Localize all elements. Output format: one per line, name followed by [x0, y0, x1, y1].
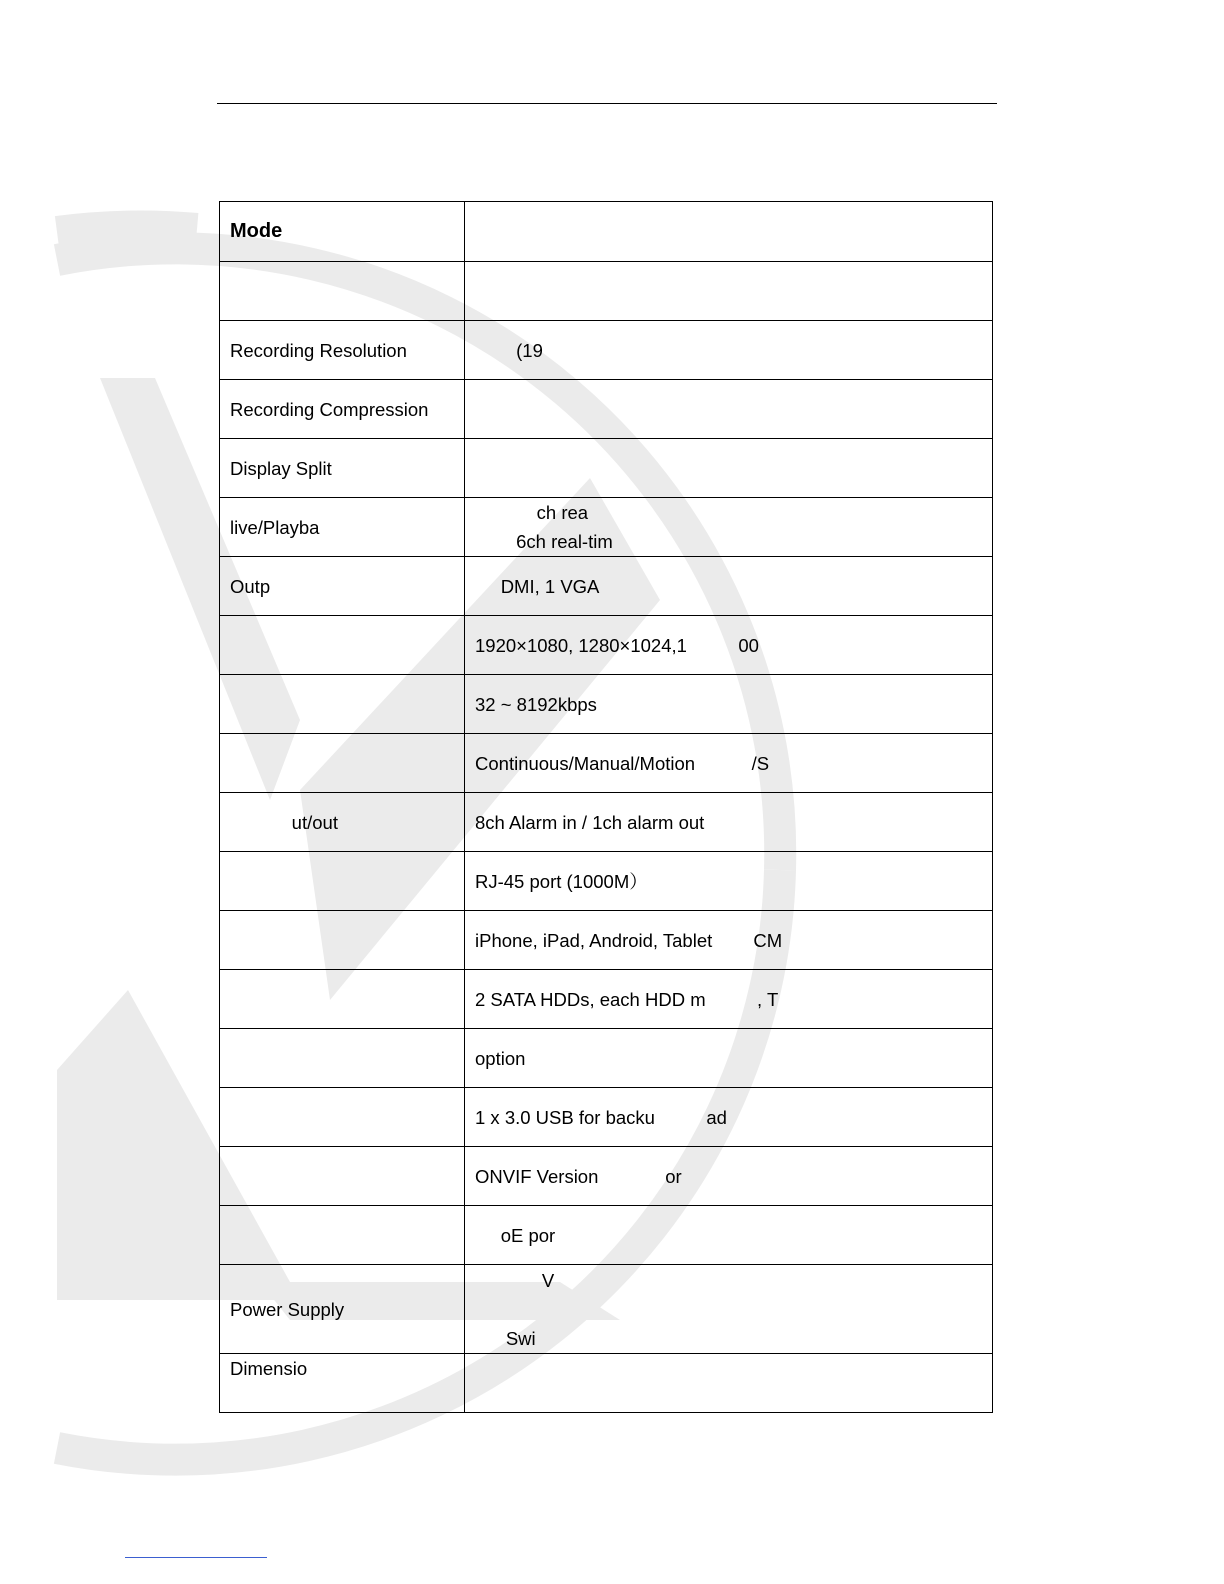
row-label: [220, 616, 465, 675]
table-row: [220, 793, 993, 852]
row-label: [220, 1029, 465, 1088]
row-value: 1 x 3.0 USB for backu ad: [465, 1088, 993, 1147]
row-label: [220, 852, 465, 911]
table-row: [220, 1029, 993, 1088]
row-label: ut/out: [220, 793, 465, 852]
table-row: [220, 202, 993, 262]
row-value: 8ch Alarm in / 1ch alarm out: [465, 793, 993, 852]
header-rule: [217, 103, 997, 104]
row-value: 1920×1080, 1280×1024,1 00: [465, 616, 993, 675]
row-label: [220, 262, 465, 321]
row-value: V Swi: [465, 1265, 993, 1354]
row-value: 32 ~ 8192kbps: [465, 675, 993, 734]
table-row: [220, 321, 993, 380]
table-row: [220, 911, 993, 970]
row-label: Outp: [220, 557, 465, 616]
table-row: [220, 675, 993, 734]
table-row: [220, 1354, 993, 1413]
row-value: option: [465, 1029, 993, 1088]
row-label: Power Supply: [220, 1265, 465, 1354]
row-value: DMI, 1 VGA: [465, 557, 993, 616]
table-row: [220, 616, 993, 675]
row-label: live/Playba: [220, 498, 465, 557]
table-row: [220, 734, 993, 793]
table-row: [220, 1265, 993, 1354]
table-row: [220, 970, 993, 1029]
table-row: [220, 262, 993, 321]
row-label: [220, 1088, 465, 1147]
row-value: [465, 439, 993, 498]
row-label: [220, 734, 465, 793]
row-label: Recording Compression: [220, 380, 465, 439]
row-label: Mode: [220, 202, 465, 262]
row-value: [465, 202, 993, 262]
row-value: oE por: [465, 1206, 993, 1265]
table-row: [220, 380, 993, 439]
row-label: Dimensio: [220, 1354, 465, 1413]
table-row: [220, 852, 993, 911]
row-value: ch rea 6ch real-tim: [465, 498, 993, 557]
row-label: [220, 675, 465, 734]
row-value: Continuous/Manual/Motion /S: [465, 734, 993, 793]
spec-table: [219, 201, 993, 1413]
row-value: ONVIF Version or: [465, 1147, 993, 1206]
row-value: [465, 380, 993, 439]
table-row: [220, 1147, 993, 1206]
row-label: [220, 1206, 465, 1265]
row-value: 2 SATA HDDs, each HDD m , T: [465, 970, 993, 1029]
footer-link-underline[interactable]: [125, 1557, 267, 1558]
row-label: [220, 1147, 465, 1206]
row-value: [465, 1354, 993, 1413]
table-row: [220, 1088, 993, 1147]
row-value: iPhone, iPad, Android, Tablet CM: [465, 911, 993, 970]
row-value: RJ-45 port (1000M）: [465, 852, 993, 911]
table-row: [220, 1206, 993, 1265]
row-label: Display Split: [220, 439, 465, 498]
row-value: (19: [465, 321, 993, 380]
row-label: Recording Resolution: [220, 321, 465, 380]
table-row: [220, 439, 993, 498]
table-row: [220, 498, 993, 557]
row-label: [220, 911, 465, 970]
table-row: [220, 557, 993, 616]
row-label: [220, 970, 465, 1029]
row-value: [465, 262, 993, 321]
